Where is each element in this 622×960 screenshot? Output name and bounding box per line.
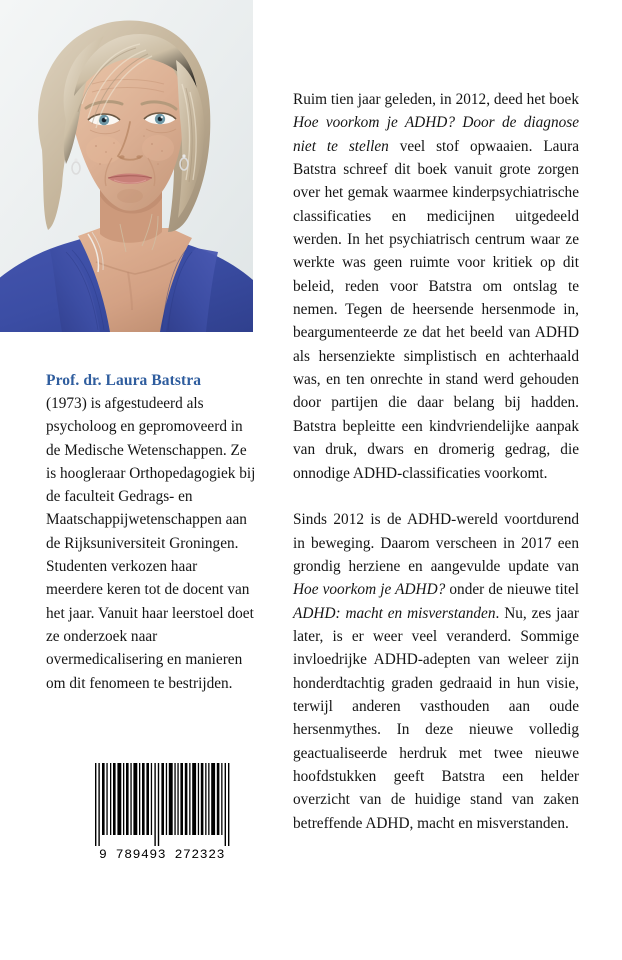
blurb-p2-text-c: . Nu, zes jaar later, is er weer veel veranderd. Sommige invloedrijke ADHD-adepten van weleer zijn honderdtachtig graden gedraaid in hun visie, terwijl anderen vasthouden aan oude hersenmythes. In deze nieuwe volledig geactualiseerde herdruk met twee nieuwe hoofdstukken geeft Batstra een helder overzicht van de huidige stand van zaken betreffende ADHD, macht en misverstanden. [293, 604, 579, 832]
blurb-p2-text-b: onder de nieuwe titel [445, 581, 579, 599]
isbn-number-text: 9 789493 272323 [98, 847, 226, 862]
blurb-p2-book-title-2: ADHD: macht en misverstanden [293, 604, 496, 622]
author-info-column [46, 370, 256, 695]
blurb-p2-text-a: Sinds 2012 is de ADHD-wereld voortdurend in beweging. Daarom verscheen in 2017 een grondig herziene en aangevulde update van [293, 511, 579, 575]
author-bio-text: (1973) is afgestudeerd als psycholoog en gepromoveerd in de Medische Wetenschappen. Ze is hoogleraar Orthopedagogiek bij de faculteit Gedrags- en Maatschappijwetenschappen aan de Rijksuniversiteit Groningen. Studenten verkozen haar meerdere keren tot de docent van het jaar. Vanuit haar leerstoel doet ze onderzoek naar overmedicalisering en manieren om dit fenomeen te bestrijden. [46, 395, 256, 692]
blurb-p1-text-b: veel stof opwaaien. Laura Batstra schreef dit boek vanuit grote zorgen over het gemak waarmee kinderpsychiatrische classificaties en medicijnen uitgedeeld werden. In het psychiatrisch centrum waar ze werkte was geen ruimte voor kritiek op dit beleid, reden voor Batstra om ontslag te nemen. Tegen de heersende hersenmode in, beargumenteerde ze dat het beeld van ADHD als hersenziekte simplistisch en achterhaald was, en ten onrechte in stand werd gehouden door partijen die daar belang bij hadden. Batstra bepleitte een kindvriendelijke aanpak van druk, dwars en dromerig gedrag, die onnodige ADHD-classificaties voorkomt. [293, 137, 579, 482]
blurb-paragraph-2 [293, 508, 579, 835]
author-portrait-photo [0, 0, 253, 332]
isbn-barcode [93, 763, 231, 862]
author-name: Prof. dr. Laura Batstra [46, 372, 202, 389]
blurb-column [293, 88, 579, 835]
blurb-p1-text-a: Ruim tien jaar geleden, in 2012, deed het boek [293, 91, 579, 108]
blurb-paragraph-1 [293, 88, 579, 485]
blurb-p1-book-title-1: Hoe voorkom je ADHD? Door de diagnose niet te stellen [293, 114, 579, 155]
portrait-illustration [0, 0, 253, 332]
barcode-bars [93, 763, 231, 846]
blurb-p2-book-title-1: Hoe voorkom je ADHD? [293, 581, 446, 599]
